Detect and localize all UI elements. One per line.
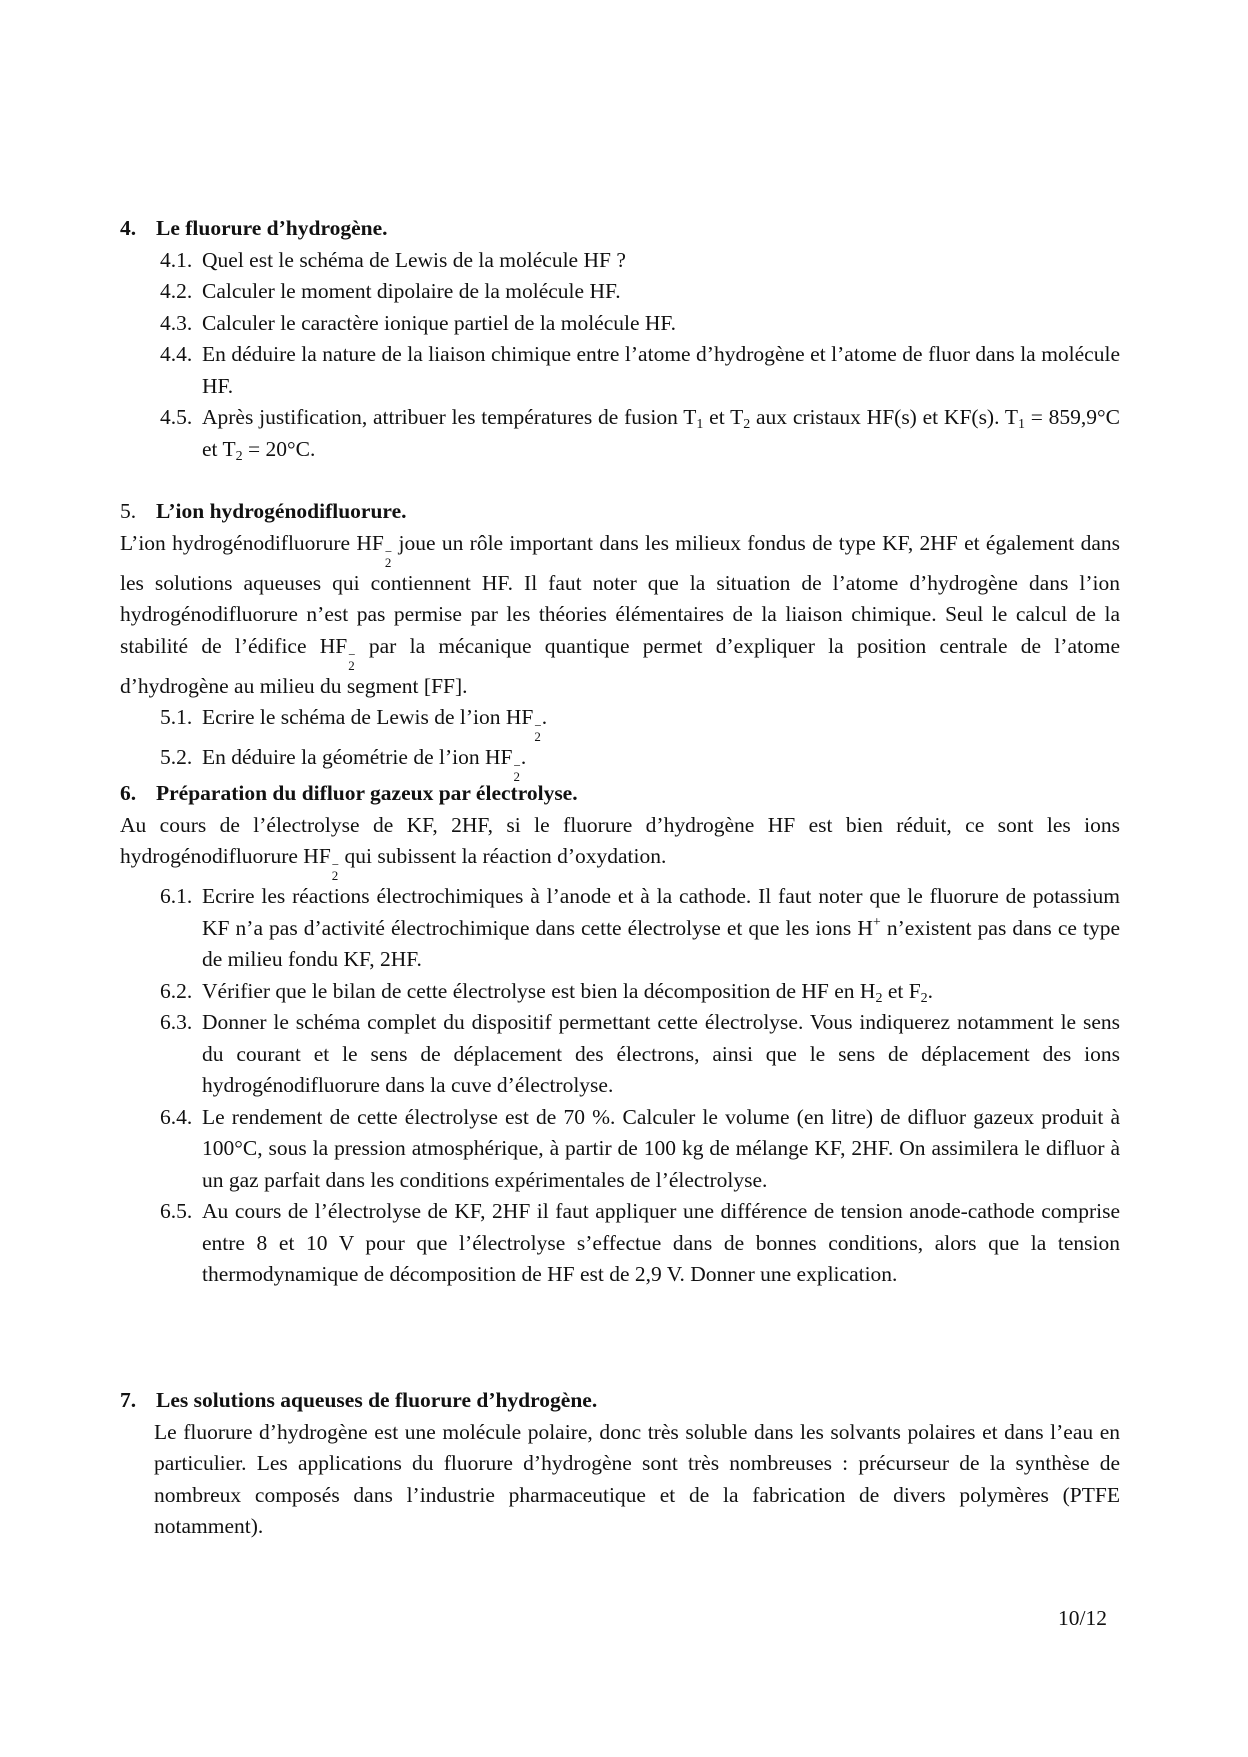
paragraph-text: par la mécanique quantique permet d’expliquer la position centrale de l’atome d’hydrogène au milieu du segment [FF]. <box>120 633 1120 698</box>
question-6-3 <box>120 1007 1120 1102</box>
question-text: Après justification, attribuer les températures de fusion T <box>202 405 697 429</box>
question-text: Donner le schéma complet du dispositif permettant cette électrolyse. Vous indiquerez notamment le sens du courant et le sens de déplacement des électrons, ainsi que le sens de déplacement des ions hydrogénodifluorure dans la cuve d’électrolyse. <box>202 1010 1120 1097</box>
ion-indices <box>534 720 541 742</box>
question-number: 6.3. <box>160 1010 193 1034</box>
question-text: Calculer le caractère ionique partiel de la molécule HF. <box>202 310 677 335</box>
section-7-number: 7. <box>120 1388 137 1412</box>
section-7-heading <box>120 1385 1120 1417</box>
subscript: 2 <box>875 990 883 1006</box>
ion-charge: − <box>513 758 521 773</box>
ion-subscript: 2 <box>348 657 355 673</box>
question-text: n’existent pas dans ce type de milieu fondu KF, 2HF. <box>202 915 1120 971</box>
section-6-title: Préparation du difluor gazeux par électrolyse. <box>156 781 578 805</box>
section-4 <box>120 213 1120 465</box>
question-text: Ecrire le schéma de Lewis de l’ion <box>202 705 506 729</box>
section-5-intro <box>120 528 1120 703</box>
ion-base: HF <box>484 745 513 769</box>
question-number: 4.1. <box>160 247 193 272</box>
question-number: 6.4. <box>160 1104 193 1129</box>
question-6-2 <box>120 976 1120 1008</box>
question-text: Au cours de l’électrolyse de KF, 2HF il faut appliquer une différence de tension anode-cathode comprise entre 8 et 10 V pour que l’électrolyse s’effectue dans de bonnes conditions, alors que la tension thermodynamique de décomposition de HF est de 2,9 V. Donner une explication. <box>202 1199 1120 1286</box>
question-5-2 <box>120 742 1120 782</box>
ion-indices <box>348 646 356 673</box>
ion-base: HF <box>303 844 331 868</box>
question-number: 6.1. <box>160 884 193 908</box>
question-6-5 <box>120 1196 1120 1291</box>
question-number: 6.5. <box>160 1199 193 1223</box>
ion-subscript: 2 <box>331 868 339 883</box>
question-text: . <box>541 705 548 729</box>
question-number: 6.2. <box>160 978 193 1003</box>
ion-formula <box>319 633 356 673</box>
question-5-1 <box>120 702 1120 742</box>
section-5-title: L’ion hydrogénodifluorure. <box>156 499 407 523</box>
question-text: Vérifier que le bilan de cette électrolyse est bien la décomposition de HF en H <box>202 978 876 1003</box>
question-6-4 <box>120 1102 1120 1197</box>
question-6-1 <box>120 881 1120 976</box>
ion-base: HF <box>356 530 384 555</box>
ion-charge: − <box>348 646 356 662</box>
question-4-3 <box>120 308 1120 340</box>
paragraph-text: L’ion hydrogénodifluorure <box>120 530 357 555</box>
question-text: Le rendement de cette électrolyse est de 70 %. Calculer le volume (en litre) de difluor gazeux produit à 100°C, sous la pression atmosphérique, à partir de 100 kg de mélange KF, 2HF. On assimilera le difluor à un gaz parfait dans les conditions expérimentales de l’électrolyse. <box>202 1104 1120 1192</box>
ion-formula <box>484 745 521 784</box>
question-text: = 20°C. <box>242 436 316 461</box>
section-7-text: Le fluorure d’hydrogène est une molécule polaire, donc très soluble dans les solvants polaires et dans l’eau en particulier. Les applications du fluorure d’hydrogène sont très nombreuses : précurseur de la synthèse de nombreux composés dans l’industrie pharmaceutique et de la fabrication de divers polymères (PTFE notamment). <box>154 1419 1120 1538</box>
question-number: 4.4. <box>160 342 193 366</box>
ion-formula <box>505 705 542 744</box>
paragraph-text: Au cours de l’électrolyse de KF, 2HF, si le fluorure d’hydrogène HF est bien réduit, ce sont les ions hydrogénodifluorure <box>120 812 1120 868</box>
subscript: 2 <box>920 990 928 1006</box>
question-number: 4.5. <box>160 405 193 429</box>
section-5-number: 5. <box>120 499 137 523</box>
section-6 <box>120 778 1120 1291</box>
question-text: et F <box>882 978 921 1003</box>
section-7 <box>120 1385 1120 1543</box>
section-4-title: Le fluorure d’hydrogène. <box>156 216 388 240</box>
question-text: Calculer le moment dipolaire de la molécule HF. <box>202 279 621 303</box>
ion-subscript: 2 <box>513 769 520 784</box>
subscript: 1 <box>696 417 704 432</box>
question-text: et T <box>703 405 744 429</box>
question-number: 5.2. <box>160 745 193 769</box>
question-text: aux cristaux HF(s) et KF(s). T <box>750 405 1018 429</box>
question-text: . <box>520 745 527 769</box>
question-number: 5.1. <box>160 705 193 729</box>
subscript: 2 <box>743 417 751 432</box>
ion-base: HF <box>319 633 348 658</box>
paragraph-text: qui subissent la réaction d’oxydation. <box>339 844 667 868</box>
section-6-number: 6. <box>120 781 137 805</box>
question-4-2 <box>120 276 1120 308</box>
ion-formula <box>356 530 393 570</box>
ion-charge: − <box>331 857 340 872</box>
section-5 <box>120 496 1120 782</box>
question-text: . <box>927 978 934 1003</box>
question-number: 4.3. <box>160 310 193 335</box>
question-text: = 859,9°C et T <box>202 405 1120 461</box>
ion-formula <box>303 844 340 883</box>
subscript: 2 <box>235 448 243 464</box>
page-number: 10/12 <box>1058 1606 1107 1630</box>
superscript: + <box>872 914 881 930</box>
ion-charge: − <box>384 543 393 559</box>
section-6-heading <box>120 778 1120 810</box>
section-6-intro <box>120 810 1120 882</box>
section-4-number: 4. <box>120 216 137 240</box>
subscript: 1 <box>1018 417 1025 432</box>
question-4-1 <box>120 245 1120 277</box>
ion-subscript: 2 <box>384 554 392 570</box>
ion-base: HF <box>505 705 534 729</box>
section-5-heading <box>120 496 1120 528</box>
question-number: 4.2. <box>160 279 193 303</box>
question-4-5 <box>120 402 1120 465</box>
section-7-title: Les solutions aqueuses de fluorure d’hydrogène. <box>156 1388 598 1412</box>
section-4-heading <box>120 213 1120 245</box>
paragraph-text: joue un rôle important dans les milieux fondus de type KF, 2HF et également dans les solutions aqueuses qui contiennent HF. Il faut noter que la situation de l’atome d’hydrogène dans l’ion hydrogénodifluorure n’est pas permise par les théories élémentaires de la liaison chimique. Seul le calcul de la stabilité de l’édifice <box>120 530 1120 658</box>
question-text: En déduire la géométrie de l’ion <box>202 745 485 769</box>
question-text: Ecrire les réactions électrochimiques à l’anode et à la cathode. Il faut noter que le fluorure de potassium KF n’a pas d’activité électrochimique dans cette électrolyse et que les ions H <box>202 884 1120 940</box>
question-4-4 <box>120 339 1120 402</box>
question-text: En déduire la nature de la liaison chimique entre l’atome d’hydrogène et l’atome de fluor dans la molécule HF. <box>202 342 1120 398</box>
question-text: Quel est le schéma de Lewis de la molécule HF ? <box>202 247 626 272</box>
ion-charge: − <box>534 718 542 733</box>
ion-subscript: 2 <box>534 729 541 744</box>
